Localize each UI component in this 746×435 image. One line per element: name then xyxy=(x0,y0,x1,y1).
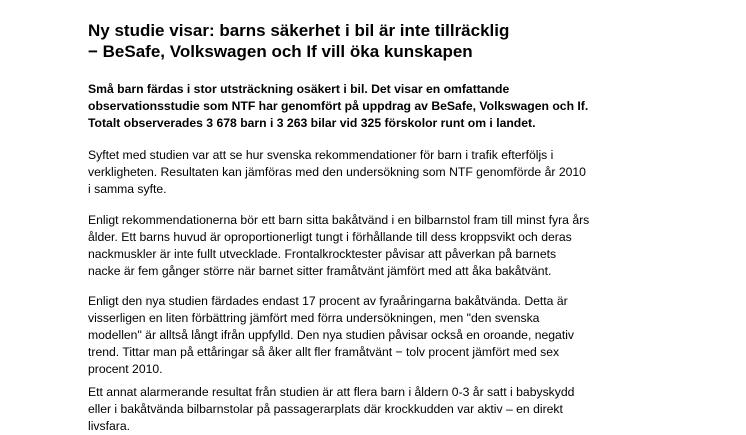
article-title-line-1: Ny studie visar: barns säkerhet i bil är inte tillräcklig xyxy=(88,21,510,40)
lead-line: observationsstudie som NTF har genomfört på uppdrag av BeSafe, Volkswagen och If. xyxy=(88,99,589,113)
paragraph-line: trend. Tittar man på ettåringar så åker allt fler framåtvänt − tolv procent jämfört med sex xyxy=(88,345,560,359)
article-title-line-2: − BeSafe, Volkswagen och If vill öka kunskapen xyxy=(88,42,473,61)
document-page xyxy=(88,0,648,433)
lead-paragraph xyxy=(88,81,648,132)
paragraph-line: nacke är fem gånger större när barnet sitter framåtvänt jämfört med att åka bakåtvänt. xyxy=(88,264,552,278)
lead-line: Små barn färdas i stor utsträckning osäkert i bil. Det visar en omfattande xyxy=(88,82,510,96)
paragraph-line: Enligt den nya studien färdades endast 17 procent av fyraåringarna bakåtvända. Detta är xyxy=(88,294,568,308)
paragraph-line: nackmuskler är inte fullt utvecklade. Frontalkrocktester påvisar att påverkan på barnets xyxy=(88,247,557,261)
paragraph-line: procent 2010. xyxy=(88,362,163,376)
paragraph-line: ålder. Ett barns huvud är oproportionerligt tungt i förhållande till dess kroppsvikt och deras xyxy=(88,230,572,244)
paragraph-line: Ett annat alarmerande resultat från studien är att flera barn i åldern 0-3 år satt i babyskydd xyxy=(88,385,575,399)
body-paragraph-purpose xyxy=(88,147,648,198)
paragraph-line: i samma syfte. xyxy=(88,182,167,196)
article-title xyxy=(88,20,509,62)
paragraph-line: Syftet med studien var att se hur svenska rekommendationer för barn i trafik efterföljs i xyxy=(88,148,554,162)
paragraph-line: Enligt rekommendationerna bör ett barn sitta bakåtvänd i en bilbarnstol fram till minst fyra års xyxy=(88,213,590,227)
body-paragraph-airbag xyxy=(88,384,648,435)
body-paragraph-results xyxy=(88,293,648,378)
paragraph-line: verkligheten. Resultaten kan jämföras med den undersökning som NTF genomförde år 2010 xyxy=(88,165,586,179)
paragraph-line: eller i bakåtvända bilbarnstolar på passagerarplats där krockkudden var aktiv – en direkt xyxy=(88,402,563,416)
paragraph-line: modellen" är alltså långt ifrån uppfylld. Den nya studien påvisar också en oroande, negativ xyxy=(88,328,575,342)
body-paragraph-recommendations xyxy=(88,212,648,280)
lead-line: Totalt observerades 3 678 barn i 3 263 bilar vid 325 förskolor runt om i landet. xyxy=(88,116,536,130)
paragraph-line: visserligen en liten förbättring jämfört med förra undersökningen, men "den svenska xyxy=(88,311,540,325)
paragraph-line: livsfara. xyxy=(88,419,130,433)
